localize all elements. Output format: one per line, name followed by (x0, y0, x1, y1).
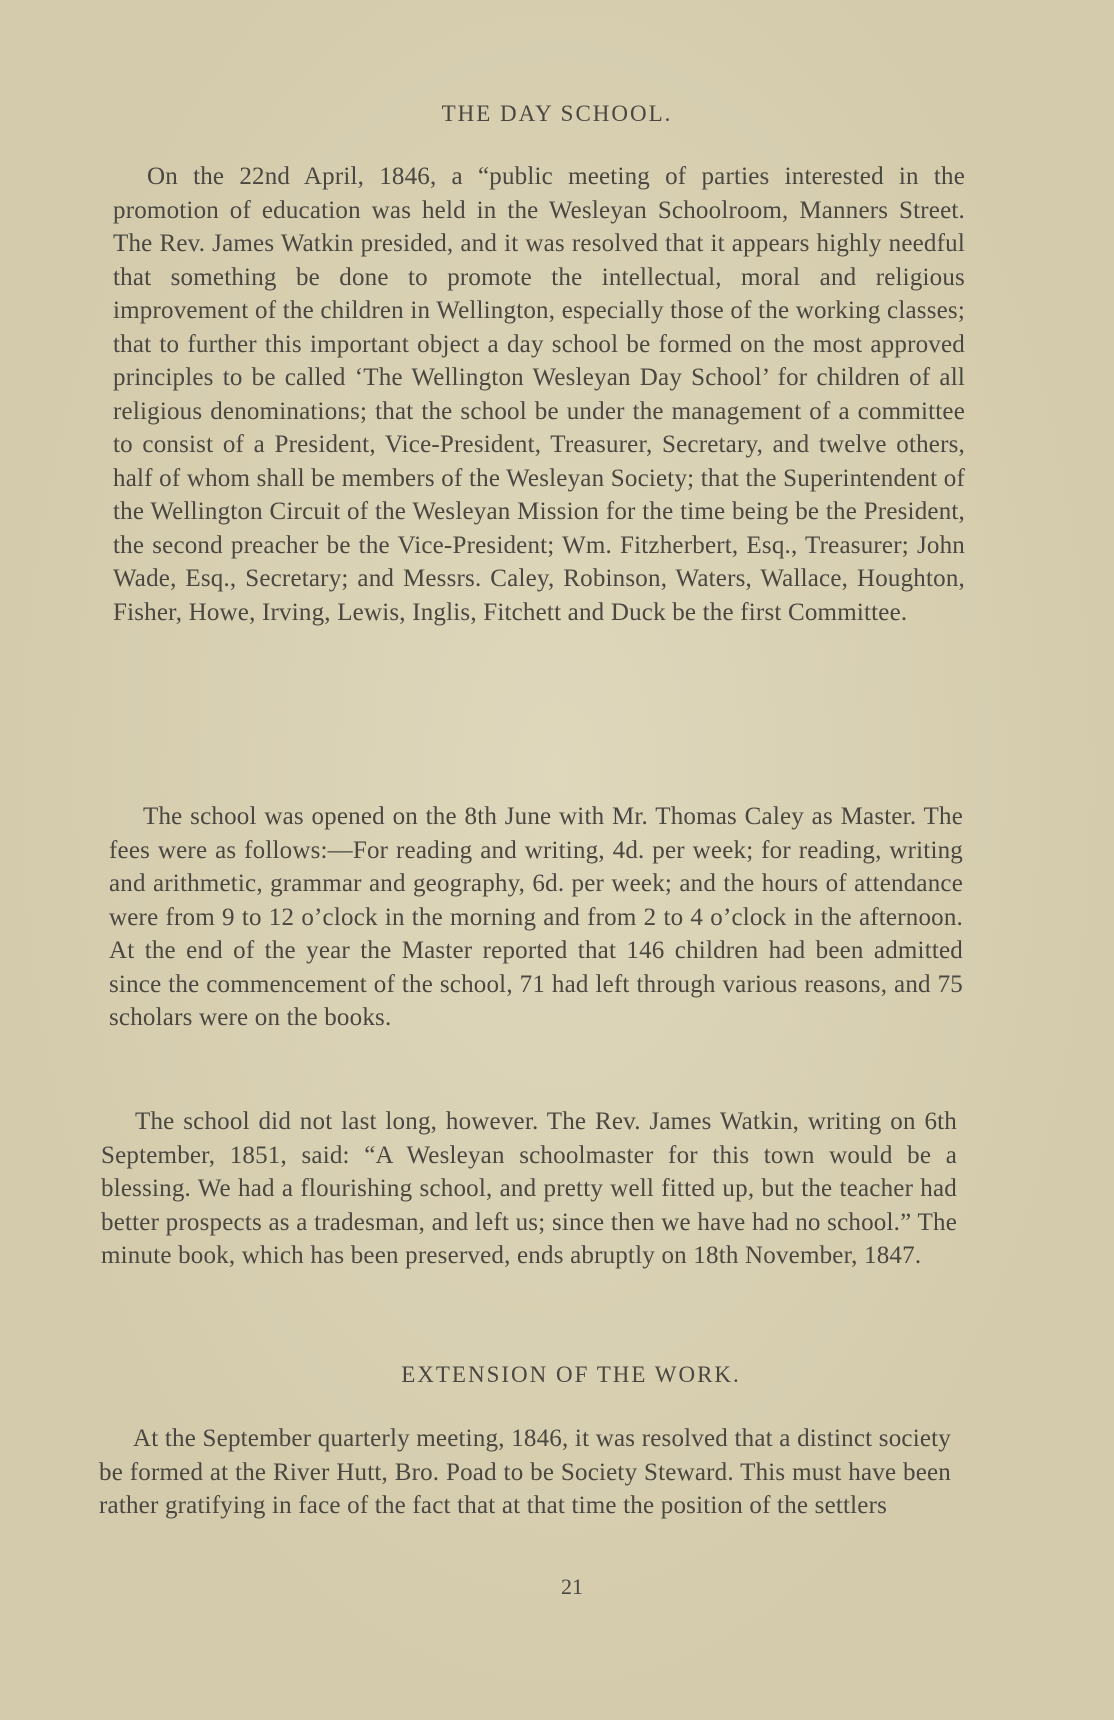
paragraph-school-closed: The school did not last long, however. The Rev. James Watkin, writing on 6th September, 1851, said: “A Wesleyan schoolmaster for this town would be a blessing. We had a flourishing school, and pretty well fitted up, but the teacher had better prospects as a tradesman, and left us; since then we have had no school.” The minute book, which has been preserved, ends abruptly on 18th November, 1847. (101, 1108, 957, 1269)
paragraph-public-meeting: On the 22nd April, 1846, a “public meeting of parties interested in the promotion of education was held in the Wesleyan Schoolroom, Manners Street. The Rev. James Watkin presided, and it was resolved that it appears highly needful that something be done to promote the intellectual, moral and religious improvement of the children in Wellington, especially those of the working classes; that to further this important object a day school be formed on the most approved principles to be called ‘The Wellington Wesleyan Day School’ for children of all religious denominations; that the school be under the management of a committee to consist of a President, Vice-President, Treasurer, Secretary, and twelve others, half of whom shall be members of the Wesleyan Society; that the Superintendent of the Wellington Circuit of the Wesleyan Mission for the time being be the President, the second preacher be the Vice-President; Wm. Fitzherbert, Esq., Treasurer; John Wade, Esq., Secretary; and Messrs. Caley, Robinson, Waters, Wallace, Houghton, Fisher, Howe, Irving, Lewis, Inglis, Fitchett and Duck be the first Committee. (113, 163, 965, 626)
paragraph-quarterly-meeting: At the September quarterly meeting, 1846, it was resolved that a distinct society be formed at the River Hutt, Bro. Poad to be Society Steward. This must have been rather gratifying in face of the fact that at that time the position of the settlers (99, 1425, 951, 1519)
page-number: 21 (561, 1574, 583, 1599)
paragraph-school-opened: The school was opened on the 8th June with Mr. Thomas Caley as Master. The fees were as follows:—For reading and writing, 4d. per week; for reading, writing and arithmetic, grammar and geography, 6d. per week; and the hours of attendance were from 9 to 12 o’clock in the morning and from 2 to 4 o’clock in the afternoon. At the end of the year the Master reported that 146 children had been admitted since the commencement of the school, 71 had left through various reasons, and 75 scholars were on the books. (109, 803, 963, 1031)
section-heading-extension: EXTENSION OF THE WORK. (401, 1362, 741, 1387)
section-heading-day-school: THE DAY SCHOOL. (441, 101, 673, 126)
